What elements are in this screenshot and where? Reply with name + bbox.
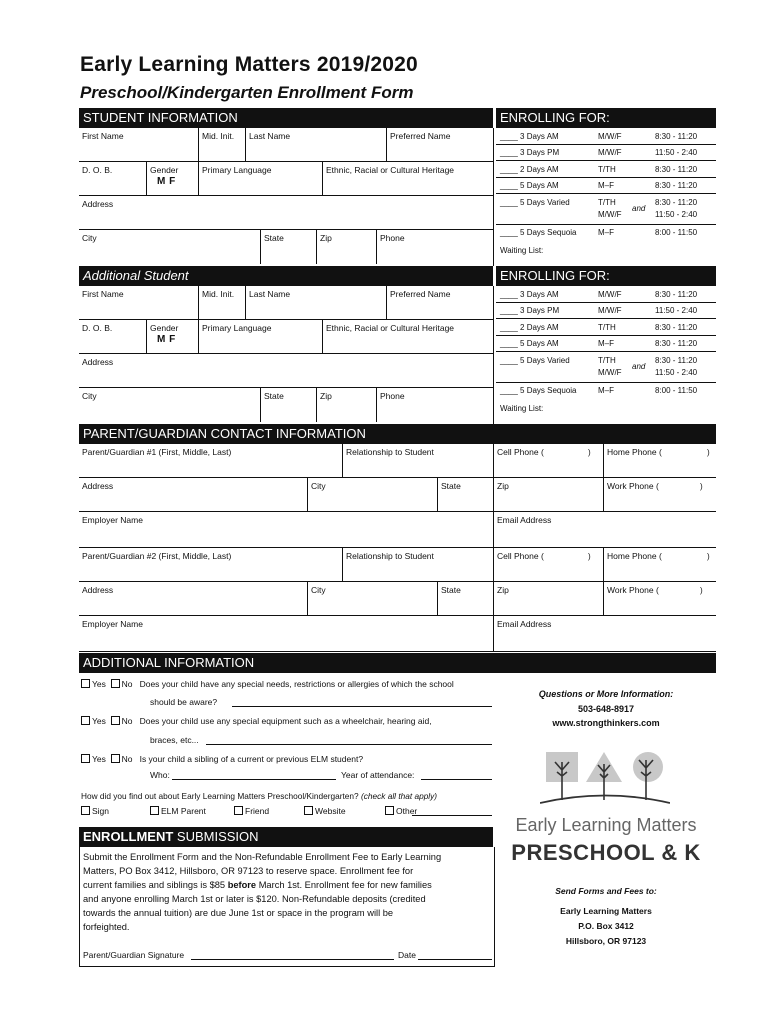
q3-text: Is your child a sibling of a current or previous ELM student?	[139, 754, 364, 764]
q1-continued: should be aware?	[150, 697, 218, 707]
parent1-cell-close: )	[588, 448, 591, 457]
friend-checkbox[interactable]	[234, 806, 243, 815]
enroll2-option-time2-4: 11:50 - 2:40	[655, 368, 698, 377]
enroll1-option-label-4[interactable]: ____ 5 Days Varied	[500, 198, 570, 207]
enrollment-text	[83, 850, 491, 934]
q2-continued: braces, etc...	[150, 735, 199, 745]
parent1-employer-field[interactable]: Employer Name	[79, 512, 493, 548]
parent1-address-field[interactable]: Address	[79, 478, 307, 512]
enroll2-option-days-5: M–F	[598, 386, 614, 395]
student2-mid-init-field[interactable]: Mid. Init.	[198, 286, 245, 320]
q1-yes-checkbox[interactable]	[81, 679, 90, 688]
enroll1-option-days-3: M–F	[598, 181, 614, 190]
enrollment-line-3a: current families and siblings is $85	[83, 880, 228, 890]
enroll2-option-label-1[interactable]: ____ 3 Days PM	[500, 306, 560, 315]
student-first-name-field[interactable]: First Name	[79, 128, 198, 162]
parent2-cell-close: )	[588, 552, 591, 561]
sign-label: Sign	[92, 806, 110, 816]
enrollment-line-2: Matters, PO Box 3412, Hillsboro, OR 97123 to reserve space. Enrollment fee for	[83, 866, 414, 876]
student-info-heading: STUDENT INFORMATION	[79, 108, 493, 128]
enroll1-option-label-2[interactable]: ____ 2 Days AM	[500, 165, 559, 174]
yes-label: Yes	[92, 754, 106, 764]
question-3	[81, 754, 363, 764]
friend-label: Friend	[245, 806, 270, 816]
enroll1-row-divider-4	[496, 224, 716, 225]
enroll2-option-days-1: M/W/F	[598, 306, 622, 315]
student2-dob-field[interactable]: D. O. B.	[79, 320, 146, 354]
enroll2-row-divider-3	[496, 351, 716, 352]
enroll1-option-time-0: 8:30 - 11:20	[655, 132, 698, 141]
logo-text-line-1: Early Learning Matters	[515, 815, 697, 835]
no-label: No	[121, 679, 133, 689]
student2-primary-language-field[interactable]: Primary Language	[198, 320, 322, 354]
elm-parent-label: ELM Parent	[161, 806, 206, 816]
parent1-home-phone-field[interactable]: Home Phone (	[603, 444, 716, 478]
find-option-website[interactable]	[304, 806, 346, 816]
additional-student-heading: Additional Student	[79, 266, 493, 286]
student2-phone-field[interactable]: Phone	[376, 388, 493, 422]
mail-address-line-2: P.O. Box 3412	[578, 921, 634, 931]
student2-heritage-field[interactable]: Ethnic, Racial or Cultural Heritage	[322, 320, 493, 354]
mail-address-line-3: Hillsboro, OR 97123	[565, 936, 647, 946]
student2-state-field[interactable]: State	[260, 388, 316, 422]
form-subtitle: Preschool/Kindergarten Enrollment Form	[80, 83, 414, 102]
parent2-name-field[interactable]: Parent/Guardian #2 (First, Middle, Last)	[79, 548, 342, 582]
student-preferred-name-field[interactable]: Preferred Name	[386, 128, 493, 162]
signature-label: Parent/Guardian Signature	[83, 950, 185, 960]
student2-preferred-name-field[interactable]: Preferred Name	[386, 286, 493, 320]
yes-label: Yes	[92, 679, 106, 689]
school-logo-icon	[540, 748, 670, 810]
website-checkbox[interactable]	[304, 806, 313, 815]
enroll2-option-label-2[interactable]: ____ 2 Days AM	[500, 323, 559, 332]
student2-zip-field[interactable]: Zip	[316, 388, 376, 422]
q1-answer-line[interactable]	[232, 706, 492, 707]
question-1	[81, 679, 454, 689]
parent1-relationship-field[interactable]: Relationship to Student	[342, 444, 493, 478]
find-option-elm-parent[interactable]	[150, 806, 206, 816]
student2-address-field[interactable]: Address	[79, 354, 493, 388]
enrollment-line-6: forfeighted.	[83, 922, 130, 932]
enroll2-option-time-1: 11:50 - 2:40	[655, 306, 698, 315]
additional-info-heading: ADDITIONAL INFORMATION	[79, 653, 716, 673]
enroll2-option-days-0: M/W/F	[598, 290, 622, 299]
enrollment-line-1: Submit the Enrollment Form and the Non-Refundable Enrollment Fee to Early Learning	[83, 852, 442, 862]
no-label: No	[121, 754, 133, 764]
enroll2-option-time-2: 8:30 - 11:20	[655, 323, 698, 332]
q1-text: Does your child have any special needs, restrictions or allergies of which the school	[139, 679, 454, 689]
parent2-work-close: )	[700, 586, 703, 595]
enroll2-row-divider-4	[496, 382, 716, 383]
logo-ground	[540, 796, 670, 804]
other-checkbox[interactable]	[385, 806, 394, 815]
parent1-cell-phone-field[interactable]: Cell Phone (	[493, 444, 603, 478]
enroll1-option-and-4: and	[632, 204, 646, 213]
enroll2-option-and-4: and	[632, 362, 646, 371]
enroll1-option-time-3: 8:30 - 11:20	[655, 181, 698, 190]
student-state-field[interactable]: State	[260, 230, 316, 264]
page-title: Early Learning Matters 2019/2020	[80, 53, 418, 76]
parent2-email-field[interactable]: Email Address	[493, 616, 716, 652]
enroll2-option-days-3: M–F	[598, 339, 614, 348]
check-all-note: (check all that apply)	[360, 791, 438, 801]
questions-label: Questions or More Information:	[538, 689, 674, 699]
enroll1-option-time-2: 8:30 - 11:20	[655, 165, 698, 174]
enroll1-option-time-1: 11:50 - 2:40	[655, 148, 698, 157]
parent2-home-phone-field[interactable]: Home Phone (	[603, 548, 716, 582]
enroll2-option-days2-4: M/W/F	[598, 368, 622, 377]
enroll1-option-days2-4: M/W/F	[598, 210, 622, 219]
enroll1-option-label-0[interactable]: ____ 3 Days AM	[500, 132, 559, 141]
enrollment-line-3b: before	[227, 880, 257, 890]
parent2-address-field[interactable]: Address	[79, 582, 307, 616]
elm-parent-checkbox[interactable]	[150, 806, 159, 815]
enrollment-line-3	[83, 878, 491, 892]
contact-phone: 503-648-8917	[577, 704, 635, 714]
enrolling-for-heading-2: ENROLLING FOR:	[496, 266, 716, 286]
student-gender-field[interactable]: Gender	[146, 162, 198, 196]
who-label: Who:	[150, 770, 170, 780]
no-label: No	[121, 716, 133, 726]
website-link[interactable]: www.strongthinkers.com	[552, 718, 660, 728]
date-label: Date	[398, 950, 416, 960]
parent1-home-close: )	[707, 448, 710, 457]
enroll1-option-time-4: 8:30 - 11:20	[655, 198, 698, 207]
student-heritage-field[interactable]: Ethnic, Racial or Cultural Heritage	[322, 162, 493, 196]
year-label: Year of attendance:	[341, 770, 415, 780]
student2-gender-field[interactable]: Gender	[146, 320, 198, 354]
find-option-sign[interactable]	[81, 806, 109, 816]
parent1-zip-field[interactable]: Zip	[493, 478, 603, 512]
enroll2-option-label-4[interactable]: ____ 5 Days Varied	[500, 356, 570, 365]
parent1-email-field[interactable]: Email Address	[493, 512, 716, 548]
student-mid-init-field[interactable]: Mid. Init.	[198, 128, 245, 162]
parent2-city-field[interactable]: City	[307, 582, 437, 616]
q3-no-checkbox[interactable]	[111, 754, 120, 763]
parent1-work-phone-field[interactable]: Work Phone (	[603, 478, 716, 512]
enroll1-option-label-5[interactable]: ____ 5 Days Sequoia	[500, 228, 577, 237]
enroll1-row-divider-3	[496, 193, 716, 194]
website-label: Website	[315, 806, 346, 816]
enroll2-row-divider-0	[496, 302, 716, 303]
enroll2-row-divider-2	[496, 335, 716, 336]
enrollment-line-4: and anyone enrolling March 1st or later is $120. Non-Refundable deposits (credited	[83, 894, 426, 904]
parent1-city-field[interactable]: City	[307, 478, 437, 512]
enroll2-option-time-5: 8:00 - 11:50	[655, 386, 698, 395]
enrolling-for-heading: ENROLLING FOR:	[496, 108, 716, 128]
student-last-name-field[interactable]: Last Name	[245, 128, 386, 162]
enrollment-heading-bold: ENROLLMENT	[83, 829, 174, 844]
enroll1-option-days-4: T/TH	[598, 198, 616, 207]
student2-first-name-field[interactable]: First Name	[79, 286, 198, 320]
enroll1-option-days-5: M–F	[598, 228, 614, 237]
enroll1-option-time2-4: 11:50 - 2:40	[655, 210, 698, 219]
enroll2-option-days-2: T/TH	[598, 323, 616, 332]
enrollment-line-3c: March 1st. Enrollment fee for new families	[256, 880, 432, 890]
enrollment-bottom-border	[79, 966, 494, 967]
student-dob-field[interactable]: D. O. B.	[79, 162, 146, 196]
logo-circle	[633, 752, 663, 782]
how-find-text: How did you find out about Early Learning Matters Preschool/Kindergarten?	[81, 791, 359, 801]
q3-yes-checkbox[interactable]	[81, 754, 90, 763]
enroll2-option-label-0[interactable]: ____ 3 Days AM	[500, 290, 559, 299]
enroll2-option-label-5[interactable]: ____ 5 Days Sequoia	[500, 386, 577, 395]
year-line[interactable]	[421, 779, 492, 780]
q2-yes-checkbox[interactable]	[81, 716, 90, 725]
parent2-employer-field[interactable]: Employer Name	[79, 616, 493, 652]
yes-label: Yes	[92, 716, 106, 726]
enroll1-row-divider-1	[496, 160, 716, 161]
parent2-state-field[interactable]: State	[437, 582, 493, 616]
student2-city-field[interactable]: City	[82, 391, 97, 401]
how-find-question	[81, 791, 437, 801]
enroll1-row-divider-0	[496, 144, 716, 145]
sign-checkbox[interactable]	[81, 806, 90, 815]
q2-no-checkbox[interactable]	[111, 716, 120, 725]
enroll2-option-time-4: 8:30 - 11:20	[655, 356, 698, 365]
enroll1-row-divider-2	[496, 177, 716, 178]
parent2-relationship-field[interactable]: Relationship to Student	[342, 548, 493, 582]
parent-heading: PARENT/GUARDIAN CONTACT INFORMATION	[79, 424, 716, 444]
enroll1-waiting-list[interactable]: Waiting List:	[500, 246, 544, 255]
enroll1-option-days-0: M/W/F	[598, 132, 622, 141]
enroll2-option-time-0: 8:30 - 11:20	[655, 290, 698, 299]
enroll1-option-time-5: 8:00 - 11:50	[655, 228, 698, 237]
date-line[interactable]	[418, 959, 492, 960]
parent2-work-phone-field[interactable]: Work Phone (	[603, 582, 716, 616]
enroll1-option-label-1[interactable]: ____ 3 Days PM	[500, 148, 560, 157]
who-line[interactable]	[172, 779, 336, 780]
parent1-name-field[interactable]: Parent/Guardian #1 (First, Middle, Last)	[79, 444, 342, 478]
parent2-cell-phone-field[interactable]: Cell Phone (	[493, 548, 603, 582]
parent2-home-close: )	[707, 552, 710, 561]
student-address-field[interactable]: Address	[79, 196, 493, 230]
student-city-field[interactable]: City	[82, 233, 97, 243]
enroll2-divider	[493, 286, 494, 424]
student-gender-options[interactable]: M F	[157, 176, 176, 187]
enroll2-option-time-3: 8:30 - 11:20	[655, 339, 698, 348]
parent1-state-field[interactable]: State	[437, 478, 493, 512]
student2-gender-options[interactable]: M F	[157, 334, 176, 345]
enroll2-option-label-3[interactable]: ____ 5 Days AM	[500, 339, 559, 348]
signature-line[interactable]	[191, 959, 394, 960]
enroll1-option-days-2: T/TH	[598, 165, 616, 174]
question-2	[81, 716, 432, 726]
find-option-friend[interactable]	[234, 806, 269, 816]
enroll1-divider	[493, 128, 494, 266]
enrollment-line-5: towards the annual tuition) are due June 1st or space in the program will be	[83, 908, 394, 918]
enrollment-heading	[79, 827, 493, 847]
logo-text-line-2: PRESCHOOL & K	[511, 840, 701, 865]
other-label: Other	[396, 806, 418, 816]
mail-address-line-1: Early Learning Matters	[560, 906, 652, 916]
q2-answer-line[interactable]	[206, 744, 492, 745]
enroll2-waiting-list[interactable]: Waiting List:	[500, 404, 544, 413]
enroll2-option-days-4: T/TH	[598, 356, 616, 365]
other-line[interactable]	[412, 815, 492, 816]
enrollment-heading-rest: SUBMISSION	[173, 829, 259, 844]
q1-no-checkbox[interactable]	[111, 679, 120, 688]
parent2-zip-field[interactable]: Zip	[493, 582, 603, 616]
enroll1-option-days-1: M/W/F	[598, 148, 622, 157]
send-forms-label: Send Forms and Fees to:	[555, 886, 657, 896]
enroll2-row-divider-1	[496, 318, 716, 319]
student-primary-language-field[interactable]: Primary Language	[198, 162, 322, 196]
student-zip-field[interactable]: Zip	[316, 230, 376, 264]
student-phone-field[interactable]: Phone	[376, 230, 493, 264]
q2-text: Does your child use any special equipment such as a wheelchair, hearing aid,	[139, 716, 432, 726]
enroll1-option-label-3[interactable]: ____ 5 Days AM	[500, 181, 559, 190]
student2-last-name-field[interactable]: Last Name	[245, 286, 386, 320]
parent1-work-close: )	[700, 482, 703, 491]
